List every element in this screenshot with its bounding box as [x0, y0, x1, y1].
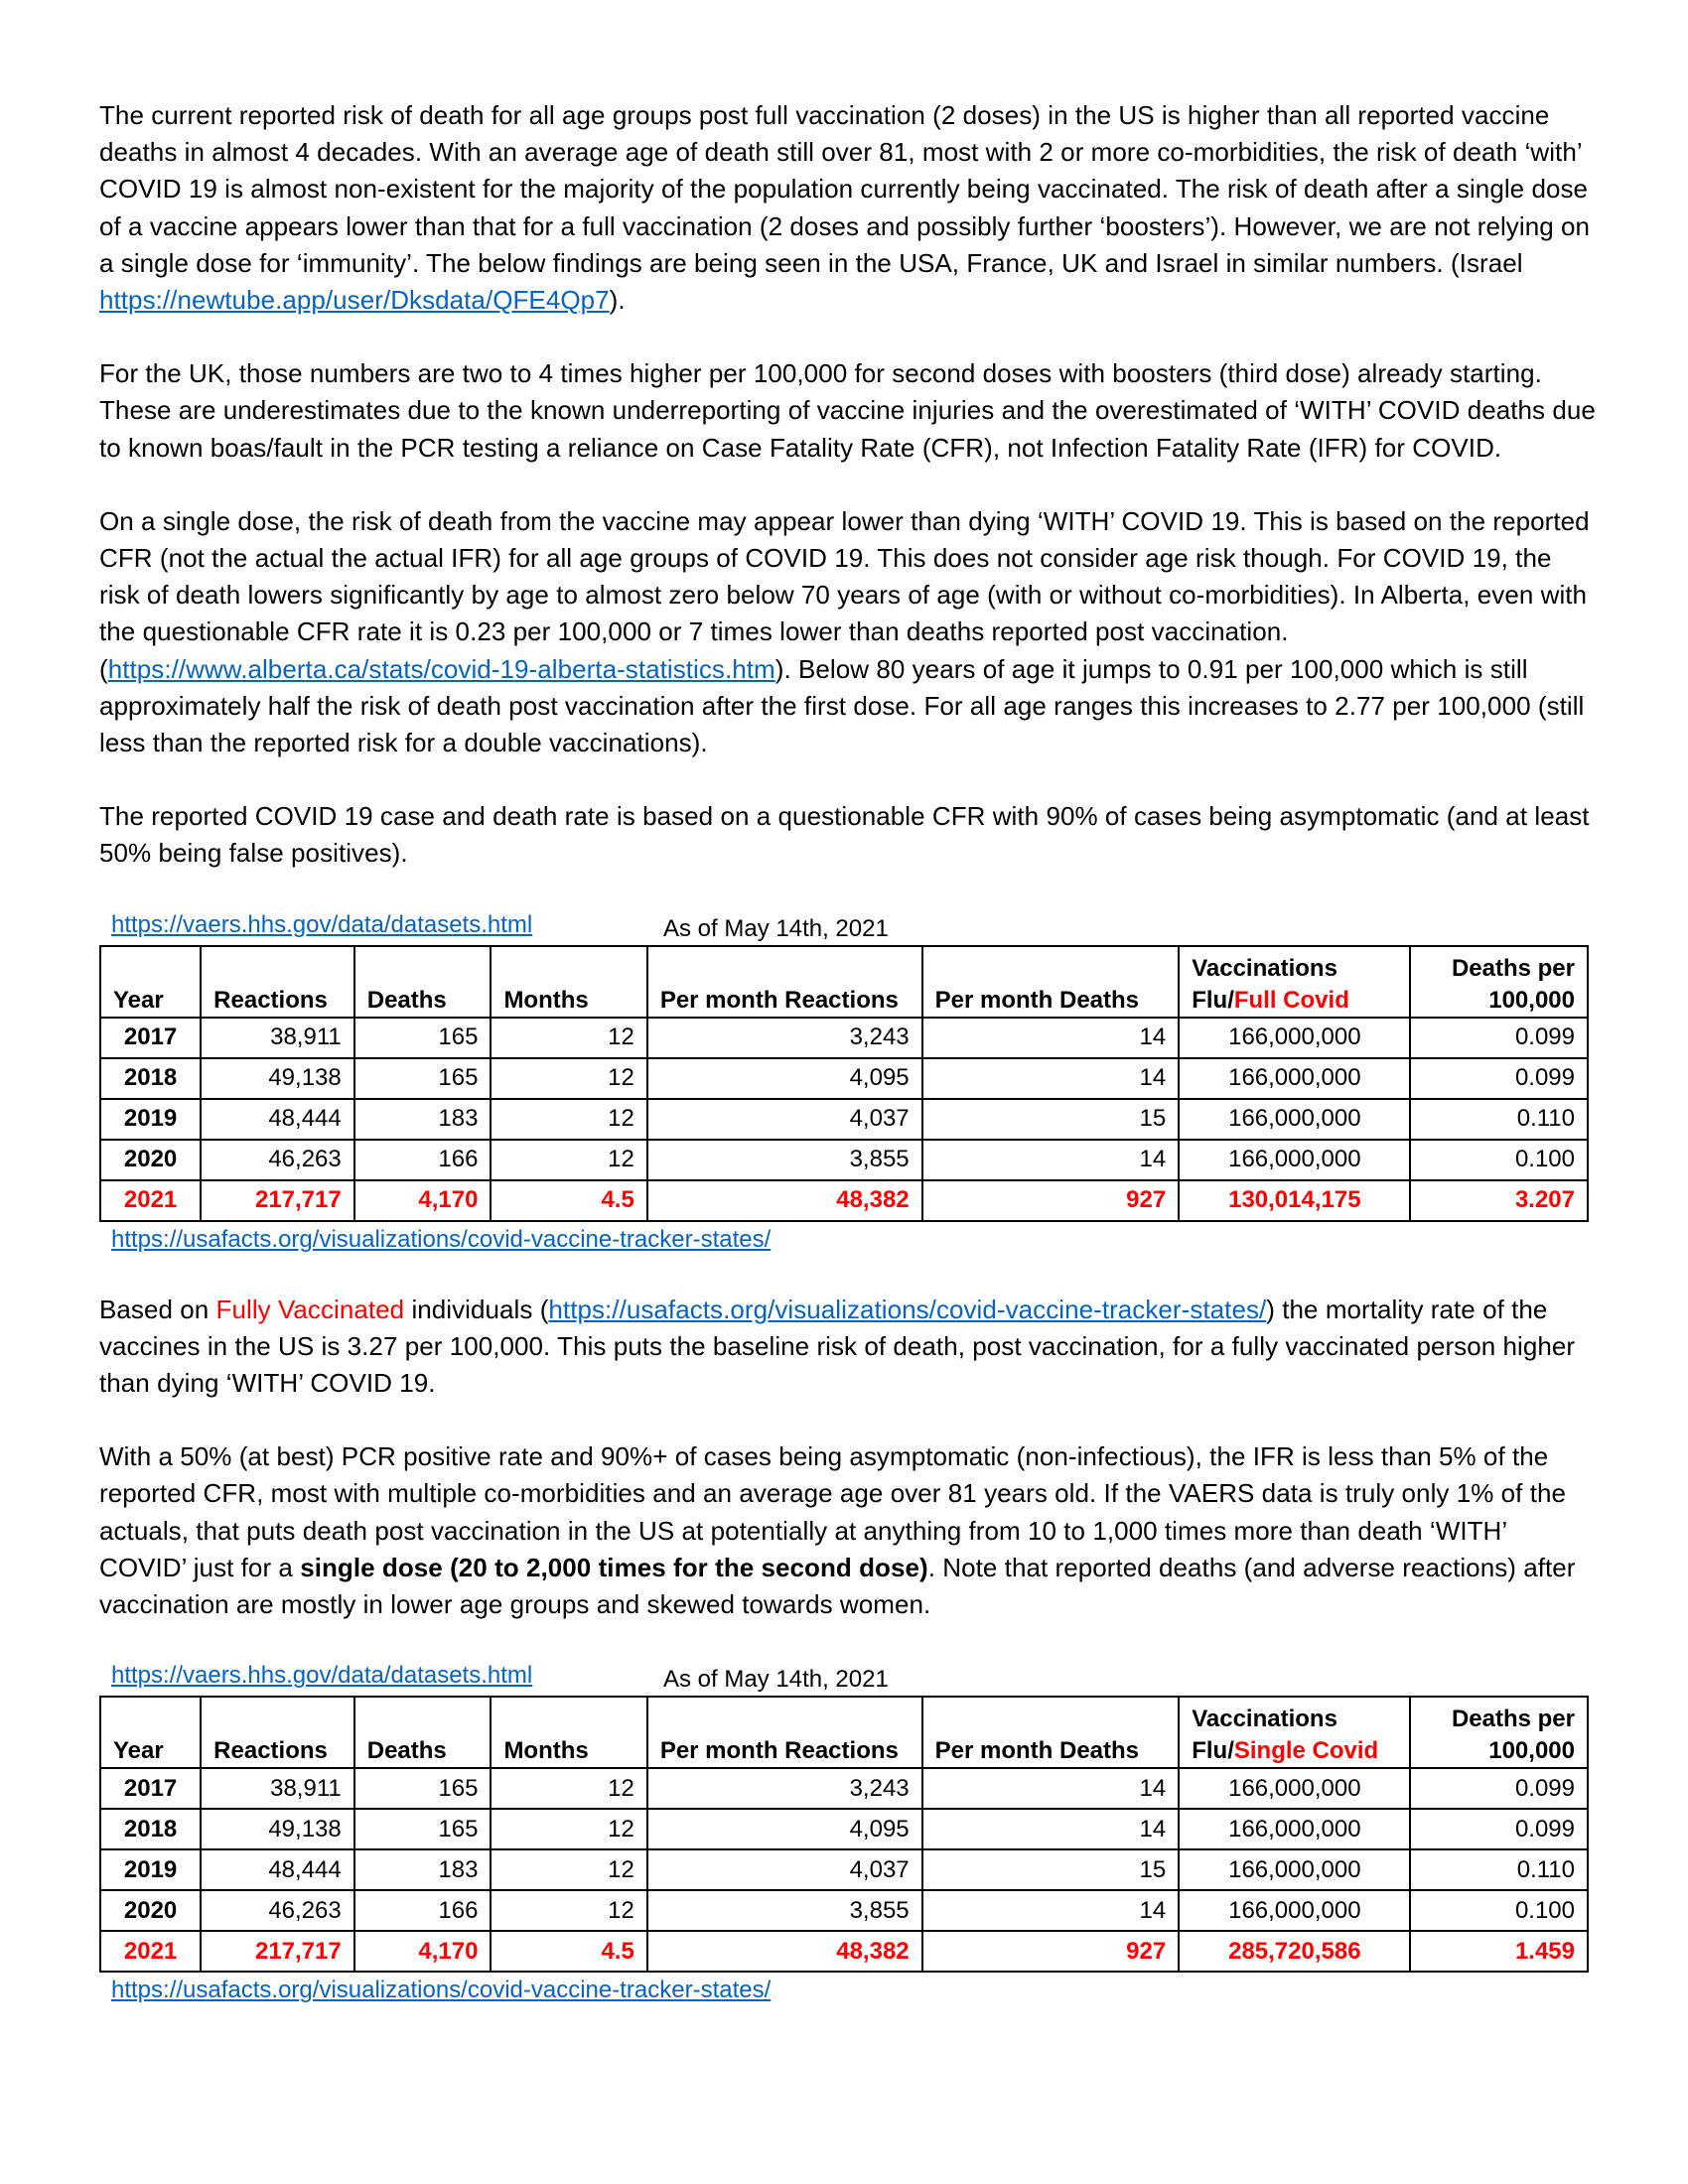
cell-months: 12	[491, 1140, 646, 1180]
cell-deaths: 165	[354, 1809, 492, 1849]
cell-per-month-deaths: 14	[922, 1809, 1180, 1849]
cell-months: 12	[491, 1809, 646, 1849]
table-header-row	[100, 1697, 1588, 1768]
cell-deaths: 166	[354, 1890, 492, 1931]
col-header-vaccinations: Vaccinations Flu/Single Covid	[1179, 1697, 1410, 1768]
cell-vaccinations: 285,720,586	[1179, 1931, 1410, 1972]
col-header-deaths: Deaths	[354, 946, 492, 1018]
cell-deaths-per-100k: 0.099	[1410, 1768, 1588, 1809]
cell-deaths-per-100k: 3.207	[1410, 1180, 1588, 1221]
col-header-year: Year	[100, 1697, 201, 1768]
cell-deaths: 4,170	[354, 1931, 492, 1972]
cell-deaths-per-100k: 0.099	[1410, 1809, 1588, 1849]
cell-months: 12	[491, 1890, 646, 1931]
table-row	[100, 1018, 1588, 1058]
cell-deaths-per-100k: 0.110	[1410, 1099, 1588, 1140]
col-header-reactions: Reactions	[201, 1697, 354, 1768]
cell-deaths: 183	[354, 1099, 492, 1140]
table-row	[100, 1768, 1588, 1809]
newtube-link[interactable]: https://newtube.app/user/Dksdata/QFE4Qp7	[99, 285, 610, 316]
cell-year: 2019	[100, 1099, 201, 1140]
col-header-vaccinations: Vaccinations Flu/Full Covid	[1179, 946, 1410, 1018]
col-header-deaths-per-100k: Deaths per 100,000	[1410, 946, 1588, 1018]
cell-deaths: 165	[354, 1768, 492, 1809]
cell-year: 2020	[100, 1890, 201, 1931]
paragraph-cfr-note: The reported COVID 19 case and death rate is based on a questionable CFR with 90% of cases being asymptomatic (and at least 50% being false positives).	[99, 801, 1590, 869]
paragraph-full-vaccination-risk: The current reported risk of death for all age groups post full vaccination (2 doses) in the US is higher than all reported vaccine deaths in almost 4 decades. With an average age of death still over 81, most with 2 or more co-morbidities, the risk of death ‘with’ COVID 19 is almost non-existent for the majority of the population currently being vaccinated. The risk of death after a single dose of a vaccine appears lower than that for a full vaccination (2 doses and possibly further ‘boosters’). However, we are not relying on a single dose for ‘immunity’. The below findings are being seen in the USA, France, UK and Israel in similar numbers. (Israel https://newtube.app/user/Dksdata/QFE4Qp7).	[99, 100, 1591, 316]
cell-per-month-reactions: 48,382	[647, 1180, 922, 1221]
col-header-deaths: Deaths	[354, 1697, 492, 1768]
cell-year: 2017	[100, 1768, 201, 1809]
cell-deaths: 183	[354, 1849, 492, 1890]
cell-vaccinations: 166,000,000	[1179, 1849, 1410, 1890]
cell-per-month-reactions: 4,095	[647, 1809, 922, 1849]
cell-months: 12	[491, 1058, 646, 1099]
col-header-months: Months	[491, 946, 646, 1018]
col-header-per-month-deaths: Per month Deaths	[922, 1697, 1180, 1768]
cell-reactions: 48,444	[201, 1849, 354, 1890]
cell-year: 2018	[100, 1809, 201, 1849]
table-body	[100, 1768, 1588, 1972]
col-header-reactions: Reactions	[201, 946, 354, 1018]
cell-deaths: 166	[354, 1140, 492, 1180]
cell-vaccinations: 166,000,000	[1179, 1768, 1410, 1809]
usafacts-link[interactable]: https://usafacts.org/visualizations/covid-vaccine-tracker-states/	[111, 1225, 772, 1253]
cell-deaths: 165	[354, 1018, 492, 1058]
cell-months: 12	[491, 1099, 646, 1140]
cell-reactions: 38,911	[201, 1768, 354, 1809]
cell-year: 2019	[100, 1849, 201, 1890]
table-row	[100, 1099, 1588, 1140]
paragraph-pcr-ifr: With a 50% (at best) PCR positive rate and 90%+ of cases being asymptomatic (non-infectious), the IFR is less than 5% of the reported CFR, most with multiple co-morbidities and an average age over 81 years old. If the VAERS data is truly only 1% of the actuals, that puts death post vaccination in the US at potentially at anything from 10 to 1,000 times more than death ‘WITH’ COVID’ just for a single dose (20 to 2,000 times for the second dose). Note that reported deaths (and adverse reactions) after vaccination are mostly in lower age groups and skewed towards women.	[99, 1441, 1576, 1620]
cell-per-month-reactions: 4,037	[647, 1099, 922, 1140]
table-row	[100, 1931, 1588, 1972]
table-row	[100, 1058, 1588, 1099]
table-row	[100, 1180, 1588, 1221]
cell-year: 2021	[100, 1180, 201, 1221]
cell-per-month-deaths: 14	[922, 1890, 1180, 1931]
cell-deaths-per-100k: 0.110	[1410, 1849, 1588, 1890]
cell-per-month-deaths: 14	[922, 1140, 1180, 1180]
data-table	[99, 945, 1589, 1222]
cell-months: 4.5	[491, 1180, 646, 1221]
data-table	[99, 1696, 1589, 1973]
paragraph-fully-vaccinated: Based on Fully Vaccinated individuals (https://usafacts.org/visualizations/covid-vaccine-tracker-states/) the mortality rate of the vaccines in the US is 3.27 per 100,000. This puts the baseline risk of death, post vaccination, for a fully vaccinated person higher than dying ‘WITH’ COVID 19.	[99, 1294, 1576, 1399]
col-header-months: Months	[491, 1697, 646, 1768]
vaers-source-link[interactable]: https://vaers.hhs.gov/data/datasets.html	[111, 1662, 533, 1690]
cell-year: 2020	[100, 1140, 201, 1180]
table-row	[100, 1140, 1588, 1180]
cell-per-month-deaths: 15	[922, 1849, 1180, 1890]
cell-deaths: 165	[354, 1058, 492, 1099]
cell-per-month-deaths: 15	[922, 1099, 1180, 1140]
cell-deaths-per-100k: 0.100	[1410, 1140, 1588, 1180]
col-header-deaths-per-100k: Deaths per 100,000	[1410, 1697, 1588, 1768]
cell-reactions: 46,263	[201, 1890, 354, 1931]
cell-reactions: 48,444	[201, 1099, 354, 1140]
table-row	[100, 1809, 1588, 1849]
cell-months: 12	[491, 1768, 646, 1809]
cell-reactions: 217,717	[201, 1180, 354, 1221]
vaers-table-single	[99, 1660, 1599, 2004]
vaers-table-full	[99, 909, 1599, 1254]
cell-vaccinations: 166,000,000	[1179, 1099, 1410, 1140]
col-header-per-month-reactions: Per month Reactions	[647, 1697, 922, 1768]
cell-per-month-reactions: 48,382	[647, 1931, 922, 1972]
cell-per-month-deaths: 927	[922, 1931, 1180, 1972]
cell-per-month-reactions: 3,855	[647, 1890, 922, 1931]
cell-deaths-per-100k: 0.099	[1410, 1018, 1588, 1058]
alberta-stats-link[interactable]: https://www.alberta.ca/stats/covid-19-alberta-statistics.htm	[107, 653, 775, 684]
cell-reactions: 38,911	[201, 1018, 354, 1058]
cell-deaths-per-100k: 0.099	[1410, 1058, 1588, 1099]
cell-per-month-deaths: 14	[922, 1058, 1180, 1099]
table-body	[100, 1018, 1588, 1221]
cell-year: 2018	[100, 1058, 201, 1099]
cell-reactions: 49,138	[201, 1809, 354, 1849]
usafacts-inline-link[interactable]: https://usafacts.org/visualizations/covid-vaccine-tracker-states/	[548, 1294, 1267, 1324]
cell-per-month-reactions: 3,855	[647, 1140, 922, 1180]
cell-per-month-reactions: 4,095	[647, 1058, 922, 1099]
cell-deaths-per-100k: 0.100	[1410, 1890, 1588, 1931]
cell-vaccinations: 166,000,000	[1179, 1018, 1410, 1058]
table-header-row	[100, 946, 1588, 1018]
cell-months: 12	[491, 1849, 646, 1890]
cell-year: 2021	[100, 1931, 201, 1972]
cell-per-month-deaths: 14	[922, 1768, 1180, 1809]
cell-months: 4.5	[491, 1931, 646, 1972]
document-page	[99, 97, 1599, 2042]
paragraph-uk-numbers: For the UK, those numbers are two to 4 times higher per 100,000 for second doses with boosters (third dose) already starting. These are underestimates due to the known underreporting of vaccine injuries and the overestimated of ‘WITH’ COVID deaths due to known boas/fault in the PCR testing a reliance on Case Fatality Rate (CFR), not Infection Fatality Rate (IFR) for COVID.	[99, 358, 1596, 463]
table-row	[100, 1890, 1588, 1931]
cell-reactions: 217,717	[201, 1931, 354, 1972]
cell-vaccinations: 130,014,175	[1179, 1180, 1410, 1221]
table-row	[100, 1849, 1588, 1890]
cell-per-month-deaths: 14	[922, 1018, 1180, 1058]
as-of-date: As of May 14th, 2021	[663, 1666, 889, 1694]
cell-per-month-deaths: 927	[922, 1180, 1180, 1221]
cell-vaccinations: 166,000,000	[1179, 1890, 1410, 1931]
cell-per-month-reactions: 4,037	[647, 1849, 922, 1890]
cell-months: 12	[491, 1018, 646, 1058]
vaers-source-link[interactable]: https://vaers.hhs.gov/data/datasets.html	[111, 910, 533, 938]
cell-per-month-reactions: 3,243	[647, 1018, 922, 1058]
paragraph-single-dose-risk: On a single dose, the risk of death from the vaccine may appear lower than dying ‘WITH’ COVID 19. This is based on the reported CFR (not the actual the actual IFR) for all age groups of COVID 19. This does not consider age risk though. For COVID 19, the risk of death lowers significantly by age to almost zero below 70 years of age (with or without co-morbidities). In Alberta, even with the questionable CFR rate it is 0.23 per 100,000 or 7 times lower than deaths reported post vaccination. (https://www.alberta.ca/stats/covid-19-alberta-statistics.htm). Below 80 years of age it jumps to 0.91 per 100,000 which is still approximately half the risk of death post vaccination after the first dose. For all age ranges this increases to 2.77 per 100,000 (still less than the reported risk for a double vaccinations).	[99, 505, 1590, 758]
as-of-date: As of May 14th, 2021	[663, 914, 889, 942]
cell-year: 2017	[100, 1018, 201, 1058]
col-header-per-month-deaths: Per month Deaths	[922, 946, 1180, 1018]
cell-vaccinations: 166,000,000	[1179, 1058, 1410, 1099]
usafacts-link[interactable]: https://usafacts.org/visualizations/covid-vaccine-tracker-states/	[111, 1977, 772, 2004]
col-header-year: Year	[100, 946, 201, 1018]
cell-per-month-reactions: 3,243	[647, 1768, 922, 1809]
cell-vaccinations: 166,000,000	[1179, 1809, 1410, 1849]
cell-reactions: 46,263	[201, 1140, 354, 1180]
col-header-per-month-reactions: Per month Reactions	[647, 946, 922, 1018]
cell-deaths-per-100k: 1.459	[1410, 1931, 1588, 1972]
cell-reactions: 49,138	[201, 1058, 354, 1099]
cell-vaccinations: 166,000,000	[1179, 1140, 1410, 1180]
cell-deaths: 4,170	[354, 1180, 492, 1221]
